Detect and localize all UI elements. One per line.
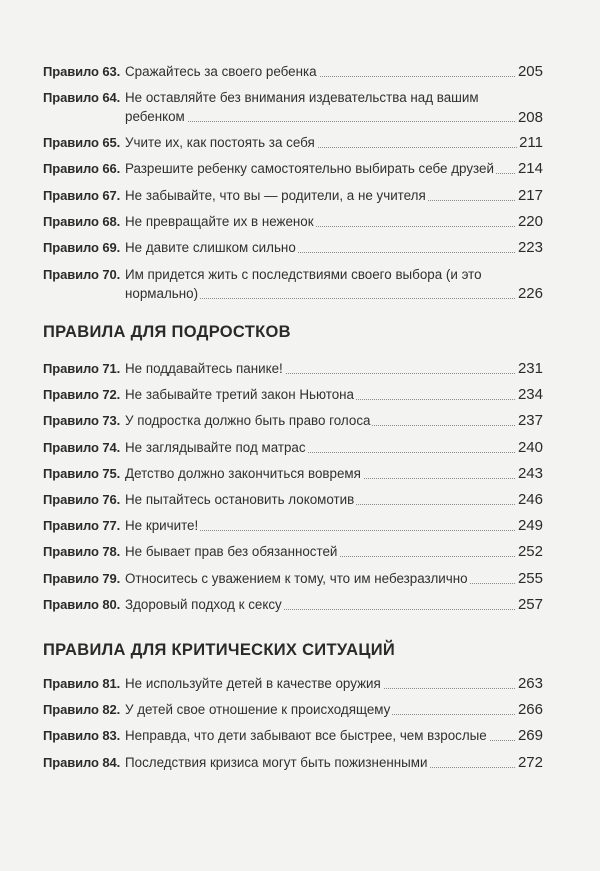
rule-number: Правило 84.: [43, 754, 121, 770]
rule-number: Правило 76.: [43, 492, 121, 507]
rule-title-line: [125, 490, 509, 509]
page-number: 211: [519, 134, 543, 152]
page-number: 220: [517, 213, 543, 230]
toc-entry: [43, 674, 543, 693]
toc-entry: [43, 490, 543, 509]
rule-title-line: [125, 411, 509, 430]
rule-title-line: [125, 542, 509, 561]
rule-title-text: Относитесь с уважением к тому, что им небезразлично: [125, 570, 468, 586]
rule-title-text: Последствия кризиса могут быть пожизненными: [125, 754, 428, 770]
rule-title-line: [125, 212, 509, 231]
toc-entry: [43, 88, 543, 126]
toc-entry: [43, 516, 543, 535]
toc-entry: [43, 569, 543, 588]
rule-title: [125, 542, 543, 561]
rule-title-line: [125, 159, 509, 178]
rule-title-line: [125, 62, 509, 81]
rule-title: [125, 753, 543, 772]
page-number: 249: [517, 517, 543, 535]
page-number: 217: [517, 186, 543, 204]
rule-title: [125, 359, 543, 378]
rule-title-text: Сражайтесь за своего ребенка: [125, 64, 317, 79]
section-heading-crisis: ПРАВИЛА ДЛЯ КРИТИЧЕСКИХ СИТУАЦИЙ: [43, 641, 396, 659]
rule-title-text: Им придется жить с последствиями своего выбора (и это: [125, 266, 482, 282]
rule-title: [125, 238, 543, 257]
rule-title-line: [125, 700, 509, 719]
rule-title-line: [125, 569, 509, 588]
rule-title-text: Не заглядывайте под матрас: [125, 439, 306, 455]
rule-number: Правило 81.: [43, 676, 121, 691]
rule-title: [125, 700, 543, 719]
page-number: 255: [517, 569, 543, 587]
rule-title-text: Не оставляйте без внимания издевательства над вашим: [125, 90, 479, 106]
toc-entry: [43, 542, 543, 561]
page-number: 223: [517, 239, 543, 257]
rule-title-line: [125, 464, 509, 483]
rule-title-text: Здоровый подход к сексу: [125, 596, 282, 612]
rule-title-line: [125, 674, 509, 693]
rule-title-line: [125, 753, 509, 772]
rule-title: [125, 159, 543, 178]
toc-entry: [43, 212, 543, 231]
rule-title-text: У подростка должно быть право голоса: [125, 413, 371, 429]
page-number: 226: [517, 285, 543, 303]
rule-title-text: Не поддавайтесь панике!: [125, 361, 283, 376]
rule-number: Правило 64.: [43, 90, 121, 106]
rule-number: Правило 79.: [43, 570, 121, 586]
rule-title: [125, 411, 543, 430]
rule-title-line: [125, 133, 509, 152]
rule-number: Правило 82.: [43, 702, 121, 718]
rule-title-text: Учите их, как постоять за себя: [125, 135, 315, 151]
toc-entry: [43, 385, 543, 404]
page-number: 269: [517, 727, 543, 745]
rule-title-text: Не забывайте, что вы — родители, а не учителя: [125, 187, 426, 203]
rule-title: [125, 674, 543, 693]
rule-title-text: У детей свое отношение к происходящему: [125, 702, 391, 718]
toc-entry: [43, 438, 543, 457]
rule-number: Правило 80.: [43, 596, 121, 612]
rule-number: Правило 83.: [43, 728, 121, 744]
page-number: 266: [517, 701, 543, 719]
page-number: 252: [517, 543, 543, 561]
rule-title: [125, 133, 543, 152]
section-heading-teens: ПРАВИЛА ДЛЯ ПОДРОСТКОВ: [43, 323, 291, 341]
rule-number: Правило 70.: [43, 266, 121, 282]
rule-title-text: Не забывайте третий закон Ньютона: [125, 387, 354, 403]
page-number: 205: [517, 63, 543, 80]
toc-entry: [43, 359, 543, 378]
rule-title-text: нормально): [125, 285, 199, 301]
rule-number: Правило 68.: [43, 214, 121, 229]
page-number: 263: [517, 675, 543, 692]
rule-title-line: [125, 107, 509, 126]
rule-number: Правило 78.: [43, 544, 121, 560]
toc-entry: [43, 753, 543, 772]
rule-title-line: [125, 88, 509, 107]
rule-title-text: Не превращайте их в неженок: [125, 214, 314, 229]
rule-title-line: [125, 438, 509, 457]
rule-title: [125, 265, 543, 303]
page-number: 234: [517, 386, 543, 404]
rule-title-line: [125, 186, 509, 205]
rule-title-line: [125, 385, 509, 404]
rule-title: [125, 186, 543, 205]
rule-title-text: Неправда, что дети забывают все быстрее, чем взрослые: [125, 728, 487, 744]
rule-number: Правило 75.: [43, 465, 121, 481]
page-number: 257: [517, 595, 543, 613]
page-number: 243: [517, 464, 543, 482]
toc-entry: [43, 238, 543, 257]
rule-title: [125, 464, 543, 483]
rule-title: [125, 490, 543, 509]
toc-entry: [43, 186, 543, 205]
rule-title-text: Разрешите ребенку самостоятельно выбирать себе друзей: [125, 161, 494, 177]
rule-number: Правило 69.: [43, 240, 121, 256]
rule-title-line: [125, 595, 509, 614]
rule-title-text: Не используйте детей в качестве оружия: [125, 676, 381, 691]
rule-title-text: Не кричите!: [125, 518, 199, 534]
page-number: 240: [517, 438, 543, 456]
toc-entry: [43, 595, 543, 614]
toc-entry: [43, 726, 543, 745]
page-number: 237: [517, 412, 543, 430]
toc-entry: [43, 411, 543, 430]
toc-entry: [43, 159, 543, 178]
dot-leader: [125, 121, 543, 122]
rule-title-text: Не бывает прав без обязанностей: [125, 544, 338, 560]
rule-title: [125, 516, 543, 535]
rule-title: [125, 595, 543, 614]
rule-title-text: Не давите слишком сильно: [125, 240, 296, 256]
toc-entry: [43, 700, 543, 719]
page-number: 246: [517, 491, 543, 508]
rule-title-line: [125, 359, 509, 378]
toc-entry: [43, 464, 543, 483]
page-number: 214: [517, 160, 543, 178]
rule-title-text: Детство должно закончиться вовремя: [125, 465, 361, 481]
page-number: 208: [517, 108, 543, 126]
rule-number: Правило 72.: [43, 387, 121, 403]
rule-title: [125, 438, 543, 457]
rule-title-text: Не пытайтесь остановить локомотив: [125, 492, 355, 507]
rule-title: [125, 385, 543, 404]
rule-number: Правило 63.: [43, 64, 121, 79]
rule-title: [125, 726, 543, 745]
rule-title-line: [125, 726, 509, 745]
rule-title: [125, 569, 543, 588]
page-number: 231: [517, 360, 543, 377]
rule-number: Правило 66.: [43, 161, 121, 177]
rule-number: Правило 73.: [43, 413, 121, 429]
toc-entry: [43, 62, 543, 81]
rule-number: Правило 65.: [43, 135, 121, 151]
rule-title: [125, 62, 543, 81]
rule-number: Правило 67.: [43, 187, 121, 203]
rule-title-line: [125, 238, 509, 257]
page-number: 272: [517, 753, 543, 771]
rule-title-line: [125, 284, 509, 303]
toc-entry: [43, 133, 543, 152]
rule-number: Правило 74.: [43, 439, 121, 455]
rule-title-line: [125, 265, 509, 284]
rule-number: Правило 71.: [43, 361, 121, 376]
toc-entry: [43, 265, 543, 303]
rule-title-text: ребенком: [125, 109, 185, 125]
rule-number: Правило 77.: [43, 518, 121, 534]
rule-title: [125, 88, 543, 126]
rule-title: [125, 212, 543, 231]
rule-title-line: [125, 516, 509, 535]
